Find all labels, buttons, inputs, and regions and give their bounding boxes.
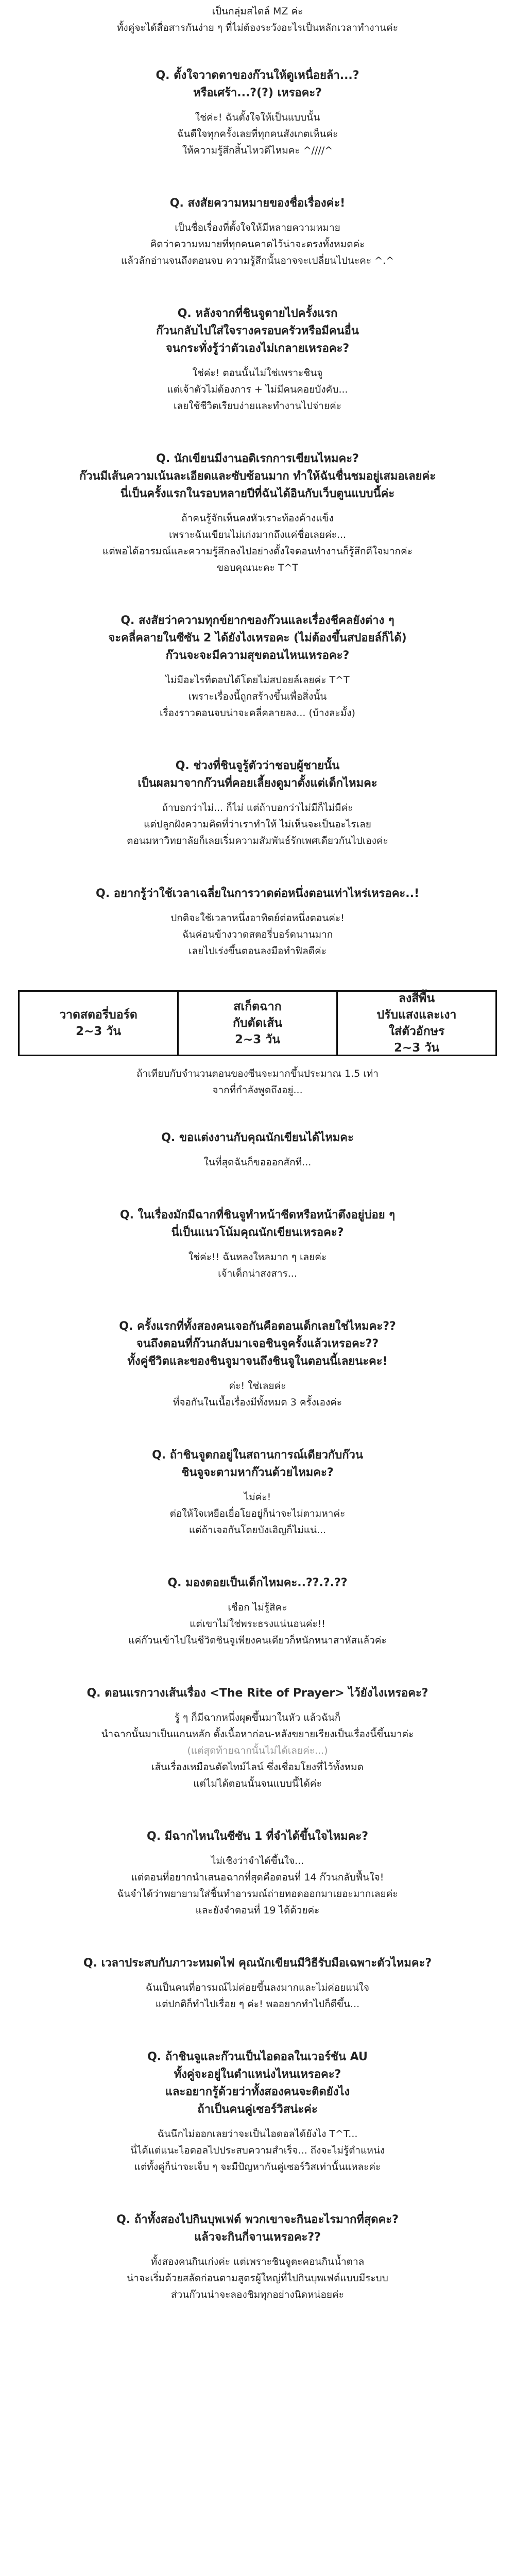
cell-line: ลงสีพื้น: [398, 992, 435, 1005]
question: [0, 1685, 515, 1702]
answer-line: เลยใช้ชีวิตเรียบง่ายและทำงานไปจ่ายค่ะ: [173, 400, 341, 412]
schedule-cell-storyboard: [20, 992, 177, 1055]
answer-line: ค่ะ! ใช่เลยค่ะ: [229, 1380, 286, 1392]
answer-line: ไม่เชิงว่าจำได้ขึ้นใจ...: [211, 1855, 304, 1867]
question-line: จนถึงตอนที่ก๊วนกลับมาเจอชินจูครั้งแล้วเหรอคะ??: [136, 1337, 379, 1350]
question-line: และอยากรู้ด้วยว่าทั้งสองคนจะติดยังไง: [165, 2086, 350, 2098]
question-line: Q. สงสัยว่าความทุกข์ยากของก๊วนและเรื่องชีคลยังต่าง ๆ: [121, 614, 394, 627]
qa-block: [0, 1685, 515, 1792]
question-line: ก๊วนจะจะมีความสุขตอนไหนเหรอคะ?: [165, 649, 350, 662]
question-line: ชินจูจะตามหาก๊วนด้วยไหมคะ?: [181, 1466, 334, 1479]
answer: [0, 1599, 515, 1649]
answer-line: ฉันนึกไม่ออกเลยว่าจะเป็นไอดอลได้ยังไง T^T...: [157, 2128, 358, 2140]
answer-line: คิดว่าความหมายที่ทุกคนคาดไว้น่าจะตรงทั้งหมดค่ะ: [150, 239, 365, 250]
qa-list: [0, 1129, 515, 2303]
answer-line: ฉันดีใจทุกครั้งเลยที่ทุกคนสังเกตเห็นค่ะ: [177, 128, 338, 140]
question-line: Q. หลังจากที่ชินจูตายไปครั้งแรก: [177, 307, 338, 320]
answer-line: และยังจำตอนที่ 19 ได้ด้วยค่ะ: [195, 1905, 320, 1916]
answer-line: แค่ก๊วนเข้าไปในชีวิตชินจูเพียงคนเดียวก็หนักหนาสาหัสแล้วค่ะ: [128, 1635, 387, 1646]
answer-line: ที่จอกันในเนื้อเรื่องมีทั้งหมด 3 ครั้งเองค่ะ: [173, 1397, 342, 1408]
question-line: Q. สงสัยความหมายของชื่อเรื่องค่ะ!: [169, 197, 346, 210]
answer-line: เจ้าเด็กน่าสงสาร...: [218, 1268, 297, 1279]
cell-line: ใส่ตัวอักษร: [388, 1025, 445, 1038]
question-line: Q. มีฉากไหนในซีซัน 1 ที่จำได้ขึ้นใจไหมคะ?: [147, 1830, 368, 1843]
answer-line: ไม่มีอะไรที่ตอบได้โดยไม่สปอยล์เลยค่ะ T^T: [165, 674, 350, 686]
answer-line: แต่ปกติก็ทำไปเรื่อย ๆ ค่ะ! พออยากทำไปก็ดีขึ้น...: [155, 1998, 360, 2010]
qa-block: [0, 450, 515, 576]
answer-line: ถ้าบอกว่าไม่... ก็ไม่ แต่ถ้าบอกว่าไม่มีก็ไม่มีค่ะ: [162, 802, 353, 814]
question: [0, 195, 515, 212]
cell-line: วาดสตอรี่บอร์ด: [59, 1008, 138, 1022]
qa-block: [0, 2211, 515, 2303]
answer-line: เส้นเรื่องเหมือนตัดไทม์ไลน์ ซึ่งเชื่อมโยงที่ไว้ทั้งหมด: [151, 1761, 364, 1773]
qa-block: [0, 757, 515, 849]
question: [0, 2211, 515, 2246]
qa-block: [0, 195, 515, 269]
qa-block: [0, 1828, 515, 1919]
answer: [0, 510, 515, 576]
answer: [0, 1709, 515, 1792]
answer: [0, 219, 515, 269]
question-line: Q. ถ้าชินจูและก๊วนเป็นไอดอลในเวอร์ชัน AU: [147, 2050, 368, 2063]
question-line: ก๊วนกลับไปใส่ใจรางครอบครัวหรือมีคนอื่น: [156, 325, 359, 337]
question-line: Q. อยากรู้ว่าใช้เวลาเฉลี่ยในการวาดต่อหนึ่งตอนเท่าไหร่เหรอคะ..!: [96, 887, 419, 900]
answer-line: ใช่ค่ะ! ฉันตั้งใจให้เป็นแบบนั้น: [195, 112, 320, 123]
cell-line: 2~3 วัน: [235, 1033, 280, 1046]
answer-line: ตอนมหาวิทยาลัยก็เลยเริ่มความสัมพันธ์รักเพศเดียวกันไปเองค่ะ: [127, 835, 388, 846]
question-line: นี่เป็นครั้งแรกในรอบหลายปีที่ฉันได้อินกับเว็บตูนแบบนี้ค่ะ: [120, 487, 395, 500]
schedule-cell-sketch: [177, 992, 336, 1055]
question-line: Q. ในเรื่องมักมีฉากที่ชินจูทำหน้าซีดหรือหน้าตึงอยู่บ่อย ๆ: [119, 1209, 396, 1222]
qa-block: [0, 885, 515, 959]
intro-text: [0, 0, 515, 36]
question-line: แล้วจะกินกี่จานเหรอคะ??: [194, 2231, 321, 2244]
qa-block: [0, 1318, 515, 1411]
question: [0, 757, 515, 792]
schedule-note: [0, 1065, 515, 1098]
question: [0, 1828, 515, 1845]
qa-block: [0, 612, 515, 721]
qa-block: [0, 1955, 515, 2012]
question: [0, 1318, 515, 1370]
cell-line: 2~3 วัน: [76, 1025, 121, 1038]
question: [0, 305, 515, 358]
qa-block: [0, 305, 515, 414]
question: [0, 1447, 515, 1482]
answer-line: เรื่องราวตอนจบน่าจะคลี่คลายลง... (บ้างละมั้ง): [160, 707, 355, 719]
answer-line: แต่เขาไม่ใช่พระธรงแน่นอนค่ะ!!: [190, 1618, 325, 1630]
answer-line: แต่ถ้าเจอกันโดยบังเอิญก็ไม่แน่...: [188, 1524, 327, 1536]
question-line: เป็นผลมาจากก๊วนที่คอยเลี้ยงดูมาตั้งแต่เด็กไหมคะ: [138, 777, 377, 790]
question: [0, 450, 515, 503]
answer-line: ไม่ค่ะ!: [244, 1492, 271, 1503]
answer-line: เลยไปเร่งขึ้นตอนลงมือทำฟิลดีค่ะ: [188, 945, 327, 957]
answer-line: (แต่สุดท้ายฉากนั้นไม่ได้เลยค่ะ...): [187, 1745, 328, 1756]
question-line: Q. ครั้งแรกที่ทั้งสองคนเจอกันคือตอนเด็กเลยใช่ไหมคะ??: [119, 1320, 396, 1333]
answer: [0, 1489, 515, 1538]
qa-list: [0, 67, 515, 959]
answer-line: นำฉากนั้นมาเป็นแกนหลัก ตั้งเนื้อหาก่อน-หลังขยายเรียงเป็นเรื่องนี้ขึ้นมาค่ะ: [101, 1728, 414, 1740]
qa-block: [0, 1574, 515, 1649]
answer-line: แต่ตอนที่อยากนำเสนอฉากที่สุดคือตอนที่ 14 ก๊วนกลับฟื้นใจ!: [131, 1872, 384, 1883]
intro-line: เป็นกลุ่มสไตล์ MZ ค่ะ: [212, 6, 303, 17]
answer: [0, 1249, 515, 1282]
cell-line: 2~3 วัน: [394, 1041, 439, 1055]
answer-line: ฉันจำได้ว่าพยายามใส่ชิ้นทำอารมณ์ถ่ายทอดออกมาเยอะมากเลยค่ะ: [117, 1888, 398, 1900]
qa-block: [0, 1207, 515, 1282]
question-line: Q. ตั้งใจวาดตาของก๊วนให้ดูเหนื่อยล้า...?: [156, 69, 359, 82]
question-line: Q. เวลาประสบกับภาวะหมดไฟ คุณนักเขียนมีวิธีรับมือเฉพาะตัวไหมคะ?: [83, 1957, 432, 1970]
question: [0, 612, 515, 665]
answer-line: แต่พอได้อารมณ์และความรู้สึกลงไปอย่างตั้งใจตอนทำงานก็รู้สึกดีใจมากค่ะ: [102, 546, 413, 557]
question: [0, 67, 515, 102]
qa-block: [0, 1129, 515, 1171]
schedule-cell-coloring: [336, 992, 495, 1055]
answer: [0, 1979, 515, 2012]
answer-line: แต่เจ้าตัวไม่ต้องการ + ไม่มีคนคอยบังคับ...: [167, 384, 348, 395]
question-line: ก๊วนมีเส้นความเน้นละเอียดและซับซ้อนมาก ทำให้ฉันชื่นชมอยู่เสมอเลยค่ะ: [79, 470, 436, 483]
question: [0, 1574, 515, 1592]
answer-line: แต่ไม่ได้ตอนนั้นจนแบบนี้ได้ค่ะ: [193, 1778, 322, 1789]
answer-line: ทั้งสองคนกินเก่งค่ะ แต่เพราะชินจูตะคอนกินน้ำตาล: [150, 2256, 365, 2267]
answer-line: ส่วนก๊วนน่าจะลองชิมทุกอย่างนิดหน่อยค่ะ: [171, 2289, 344, 2300]
answer-line: ใช่ค่ะ! ตอนนั้นไม่ใช่เพราะชินจู: [192, 367, 323, 379]
answer: [0, 1853, 515, 1919]
answer-line: น่าจะเริ่มด้วยสลัดก่อนตามสูตรผู้ใหญ่ที่ไปกินบุพเฟต์แบบมีระบบ: [127, 2273, 388, 2284]
answer: [0, 1154, 515, 1171]
schedule-table: [18, 990, 497, 1056]
note-line: ถ้าเทียบกับจำนวนตอนของซีนจะมากขึ้นประมาณ 1.5 เท่า: [136, 1068, 379, 1079]
schedule-box-wrap: [0, 990, 515, 1056]
answer-line: ให้ความรู้สึกสิ้นไหวดีไหมคะ ^////^: [182, 145, 333, 156]
question-line: จะคลี่คลายในซีซัน 2 ได้ยังไงเหรอคะ (ไม่ต้องขึ้นสปอยล์ก็ได้): [108, 632, 407, 645]
question: [0, 1955, 515, 1972]
answer: [0, 365, 515, 414]
question-line: นี่เป็นแนวโน้มคุณนักเขียนเหรอคะ?: [171, 1226, 344, 1239]
cell-line: ปรับแสงและเงา: [376, 1008, 457, 1022]
cell-line: กับตัดเส้น: [232, 1016, 283, 1030]
answer: [0, 1378, 515, 1411]
intro-line: ทั้งคู่จะได้สื่อสารกันง่าย ๆ ที่ไม่ต้องระวังอะไรเป็นหลักเวลาทำงานค่ะ: [116, 22, 399, 33]
answer: [0, 109, 515, 159]
question-line: ถ้าเป็นคนคู่เซอร์วิสน่ะค่ะ: [197, 2103, 318, 2116]
answer: [0, 910, 515, 959]
answer-line: ฉันค่อนข้างวาดสตอรี่บอร์ดนานมาก: [182, 929, 333, 940]
answer: [0, 800, 515, 849]
answer-line: ในที่สุดฉันก็ขอออกสักที...: [203, 1157, 312, 1168]
note-line: จากที่กำลังพูดถึงอยู่...: [212, 1084, 303, 1096]
question-line: ทั้งคู่ชีวิตและของชินจูมาจนถึงชินจูในตอนนี้เลยนะคะ!: [127, 1355, 388, 1368]
answer-line: ขอบคุณนะคะ T^T: [216, 562, 299, 573]
answer-line: ใช่ค่ะ!! ฉันหลงใหลมาก ๆ เลยค่ะ: [188, 1251, 327, 1263]
qa-block: [0, 1447, 515, 1538]
answer-line: รู้ ๆ ก็มีฉากหนึ่งผุดขึ้นมาในหัว แล้วฉันก็: [174, 1712, 341, 1723]
answer-line: นี่ได้แต่แนะไอดอลไปประสบความสำเร็จ... ถึงจะไม่รู้ตำแหน่ง: [130, 2145, 385, 2156]
answer-line: ต่อให้ใจเหยือเยื่อโยอยู่ก็น่าจะไม่ตามหาค่ะ: [169, 1508, 346, 1519]
question-line: Q. ช่วงที่ชินจูรู้ตัวว่าชอบผู้ชายนั้น: [175, 759, 340, 772]
question: [0, 1207, 515, 1242]
question-line: จนกระทั่งรู้ว่าตัวเองไม่เกลายเหรอคะ?: [165, 342, 350, 355]
question: [0, 885, 515, 903]
answer-line: เพราะฉันเขียนไม่เก่งมากถึงแค่ชื่อเลยค่ะ...: [168, 529, 347, 540]
answer-line: แล้วลักอ่านจนถึงตอนจบ ความรู้สึกนั้นอาจจะเปลี่ยนไปนะคะ ^.^: [121, 255, 394, 266]
answer-line: แต่ปลูกฝังความคิดที่ว่าเราทำให้ ไม่เห็นจะเป็นอะไรเลย: [144, 819, 371, 830]
answer-line: เชือก ไม่รู้สิคะ: [228, 1602, 287, 1613]
question-line: Q. ตอนแรกวางเส้นเรื่อง <The Rite of Prayer> ไว้ยังไงเหรอคะ?: [87, 1687, 428, 1700]
answer-line: เพราะเรื่องนี้ถูกสร้างขึ้นเพื่อสิ่งนั้น: [188, 691, 327, 702]
answer: [0, 2126, 515, 2175]
cell-line: สเก็ตฉาก: [233, 1000, 282, 1013]
question-line: Q. นักเขียนมีงานอดิเรกการเขียนไหมคะ?: [156, 452, 359, 465]
question-line: Q. มองตอยเป็นเด็กไหมคะ..??.?.??: [167, 1577, 348, 1589]
answer-line: แต่ทั้งคู่ก็น่าจะเจ็บ ๆ จะมีปัญหากันคู่เซอร์วิสเท่านั้นแหละค่ะ: [134, 2161, 381, 2173]
question: [0, 2048, 515, 2119]
answer-line: ถ้าคนรู้จักเห็นคงหัวเราะท้องค้างแข็ง: [181, 513, 334, 524]
answer: [0, 2253, 515, 2303]
question-line: Q. ถ้าชินจูตกอยู่ในสถานการณ์เดียวกับก๊วน: [152, 1449, 363, 1462]
answer-line: ปกติจะใช้เวลาหนึ่งอาทิตย์ต่อหนึ่งตอนค่ะ!: [170, 912, 345, 924]
question-line: Q. ขอแต่งงานกับคุณนักเขียนได้ไหมคะ: [161, 1131, 354, 1144]
question-line: Q. ถ้าทั้งสองไปกินบุพเฟต์ พวกเขาจะกินอะไรมากที่สุดคะ?: [116, 2213, 399, 2226]
question-line: หรือเศร้า...?(?) เหรอคะ?: [193, 87, 322, 99]
answer: [0, 672, 515, 721]
question-line: ทั้งคู่จะอยู่ในตำแหน่งไหนเหรอคะ?: [174, 2068, 341, 2081]
qa-block: [0, 2048, 515, 2175]
question: [0, 1129, 515, 1147]
qa-block: [0, 67, 515, 159]
answer-line: เป็นชื่อเรื่องที่ตั้งใจให้มีหลายความหมาย: [175, 222, 340, 233]
answer-line: ฉันเป็นคนที่อารมณ์ไม่ค่อยขึ้นลงมากและไม่ค่อยแน่ใจ: [145, 1982, 370, 1993]
